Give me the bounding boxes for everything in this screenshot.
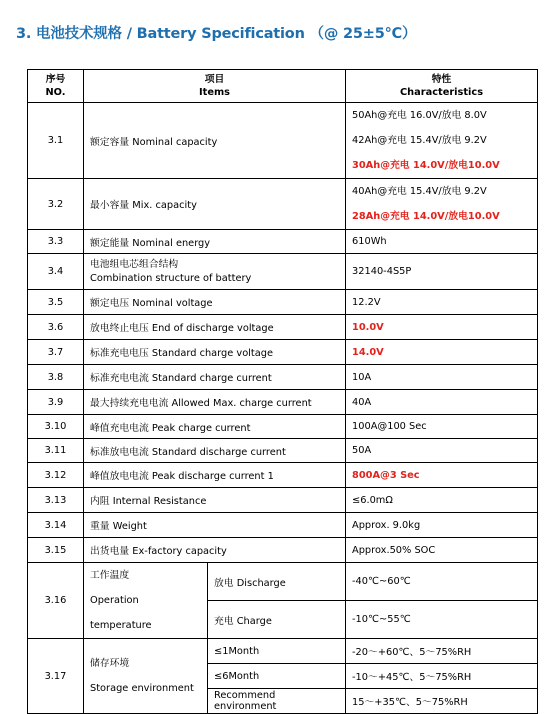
row-number: 3.13 — [28, 488, 84, 513]
row-value-highlight: 10.0V — [346, 315, 538, 340]
row-item: 放电终止电压 End of discharge voltage — [84, 315, 346, 340]
table-row — [28, 463, 538, 488]
row-item — [84, 639, 208, 714]
row-number: 3.9 — [28, 390, 84, 415]
sub-item-label: 放电 Discharge — [208, 563, 346, 601]
value-line: 40Ah@充电 15.4V/放电 9.2V — [352, 186, 487, 197]
row-item: 最小容量 Mix. capacity — [84, 179, 346, 230]
battery-spec-table — [27, 69, 538, 714]
table-row — [28, 340, 538, 365]
header-no — [28, 70, 84, 103]
row-number: 3.12 — [28, 463, 84, 488]
row-value: 32140-4S5P — [346, 254, 538, 290]
header-items — [84, 70, 346, 103]
row-number: 3.16 — [28, 563, 84, 639]
row-item-cn: 储存环境 — [90, 658, 130, 669]
row-number: 3.14 — [28, 513, 84, 538]
row-number: 3.2 — [28, 179, 84, 230]
row-item: 最大持续充电电流 Allowed Max. charge current — [84, 390, 346, 415]
row-value: 10A — [346, 365, 538, 390]
table-row — [28, 179, 538, 230]
table-row — [28, 315, 538, 340]
row-item — [84, 563, 208, 639]
row-item-cn: 电池组电芯组合结构 — [90, 258, 179, 270]
table-row — [28, 415, 538, 439]
row-item-en: Combination structure of battery — [90, 272, 252, 284]
row-number: 3.8 — [28, 365, 84, 390]
header-items-en: Items — [199, 87, 231, 98]
row-item: 标准充电电流 Standard charge current — [84, 365, 346, 390]
row-item: 峰值充电电流 Peak charge current — [84, 415, 346, 439]
row-value-highlight: 800A@3 Sec — [346, 463, 538, 488]
table-row — [28, 365, 538, 390]
header-no-cn: 序号 — [45, 74, 66, 85]
value-line: 50Ah@充电 16.0V/放电 8.0V — [352, 110, 487, 121]
row-number: 3.3 — [28, 230, 84, 254]
table-row — [28, 254, 538, 290]
row-item: 出货电量 Ex-factory capacity — [84, 538, 346, 563]
row-value: ≤6.0mΩ — [346, 488, 538, 513]
row-value: -20～+60℃、5～75%RH — [346, 639, 538, 664]
row-number: 3.5 — [28, 290, 84, 315]
row-value: 610Wh — [346, 230, 538, 254]
value-line-highlight: 28Ah@充电 14.0V/放电10.0V — [352, 211, 500, 222]
row-item: 标准放电电流 Standard discharge current — [84, 439, 346, 463]
row-item: 重量 Weight — [84, 513, 346, 538]
row-value: 50A — [346, 439, 538, 463]
value-line-highlight: 30Ah@充电 14.0V/放电10.0V — [352, 160, 500, 171]
row-value: -10℃~55℃ — [346, 601, 538, 639]
row-item-cn: 工作温度 — [90, 570, 130, 581]
table-header-row — [28, 70, 538, 103]
row-value: Approx.50% SOC — [346, 538, 538, 563]
sub-item-label: 充电 Charge — [208, 601, 346, 639]
row-value — [346, 103, 538, 179]
row-item: 标准充电电压 Standard charge voltage — [84, 340, 346, 365]
row-value: -10～+45℃、5～75%RH — [346, 664, 538, 689]
sub-item-label: ≤6Month — [208, 664, 346, 689]
table-row — [28, 538, 538, 563]
value-line: 42Ah@充电 15.4V/放电 9.2V — [352, 135, 487, 146]
table-row — [28, 390, 538, 415]
section-title: 3. 电池技术规格 / Battery Specification （@ 25±5℃） — [16, 26, 417, 42]
row-value: 40A — [346, 390, 538, 415]
table-row — [28, 230, 538, 254]
row-item: 峰值放电电流 Peak discharge current 1 — [84, 463, 346, 488]
row-item: 额定容量 Nominal capacity — [84, 103, 346, 179]
header-no-en: NO. — [45, 87, 66, 98]
header-characteristics — [346, 70, 538, 103]
row-item — [84, 254, 346, 290]
row-value: 15～+35℃、5～75%RH — [346, 689, 538, 714]
row-number: 3.11 — [28, 439, 84, 463]
row-value: 100A@100 Sec — [346, 415, 538, 439]
row-number: 3.6 — [28, 315, 84, 340]
row-item: 额定能量 Nominal energy — [84, 230, 346, 254]
table-row — [28, 488, 538, 513]
row-number: 3.15 — [28, 538, 84, 563]
row-number: 3.4 — [28, 254, 84, 290]
table-row — [28, 513, 538, 538]
table-row — [28, 439, 538, 463]
header-items-cn: 项目 — [204, 74, 225, 85]
row-value: Approx. 9.0kg — [346, 513, 538, 538]
row-number: 3.1 — [28, 103, 84, 179]
row-value-highlight: 14.0V — [346, 340, 538, 365]
table-row — [28, 290, 538, 315]
header-char-cn: 特性 — [431, 74, 452, 85]
table-row — [28, 563, 538, 601]
row-item-en: Operation temperature — [90, 595, 152, 631]
row-value: 12.2V — [346, 290, 538, 315]
row-item-en: Storage environment — [90, 683, 194, 694]
table-row — [28, 103, 538, 179]
header-char-en: Characteristics — [399, 87, 484, 98]
row-number: 3.17 — [28, 639, 84, 714]
row-item: 内阻 Internal Resistance — [84, 488, 346, 513]
row-number: 3.7 — [28, 340, 84, 365]
table-row — [28, 639, 538, 664]
row-value: -40℃~60℃ — [346, 563, 538, 601]
row-value — [346, 179, 538, 230]
row-number: 3.10 — [28, 415, 84, 439]
sub-item-label: ≤1Month — [208, 639, 346, 664]
row-item: 额定电压 Nominal voltage — [84, 290, 346, 315]
sub-item-label: Recommend environment — [208, 689, 346, 714]
